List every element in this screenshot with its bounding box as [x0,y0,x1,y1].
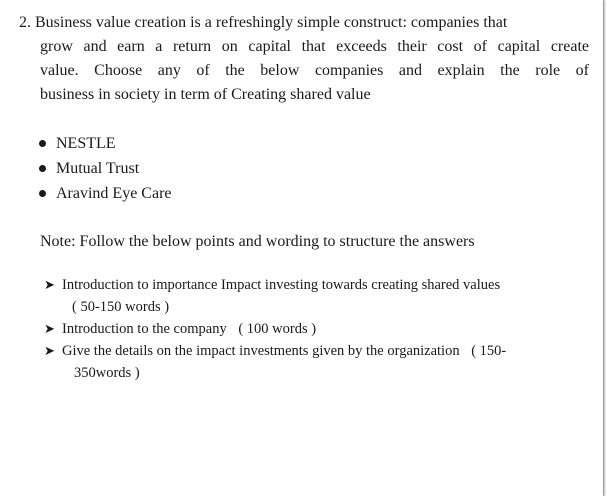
list-item [44,274,584,318]
note-text: Note: Follow the below points and wording to structure the answers [40,233,475,250]
structure-points-list [44,274,584,384]
question-line-1 [19,11,589,35]
bullet-icon [39,140,46,147]
question-block [19,11,589,107]
point-text: Give the details on the impact investments given by the organization [62,343,460,359]
point-text: Introduction to importance Impact investing towards creating shared values [62,277,501,293]
point-word-count: ( 50-150 words ) [72,299,170,315]
arrow-bullet-icon: ➤ [44,321,55,336]
company-list [38,131,172,206]
list-item [44,318,584,340]
question-text-line-4: business in society in term of Creating shared value [40,86,371,103]
list-item [44,340,584,384]
question-text-line-1: Business value creation is a refreshingly simple construct: companies that [35,14,508,31]
question-text-line-3: value. Choose any of the below companies and explain the role of [40,62,589,79]
point-text: Introduction to the company [62,321,227,337]
question-text-line-2: grow and earn a return on capital that exceeds their cost of capital create [40,38,589,55]
company-name: NESTLE [56,135,116,152]
point-word-count: ( 150- [471,343,507,359]
company-name: Mutual Trust [56,160,140,177]
bullet-icon [39,190,46,197]
point-word-count: ( 100 words ) [238,321,317,337]
list-item [38,181,172,206]
company-name: Aravind Eye Care [56,185,172,202]
point-word-count-continued: 350words ) [74,365,140,381]
bullet-icon [39,165,46,172]
arrow-bullet-icon: ➤ [44,343,55,358]
list-item [38,131,172,156]
question-number: 2. [19,14,31,31]
arrow-bullet-icon: ➤ [44,277,55,292]
list-item [38,156,172,181]
